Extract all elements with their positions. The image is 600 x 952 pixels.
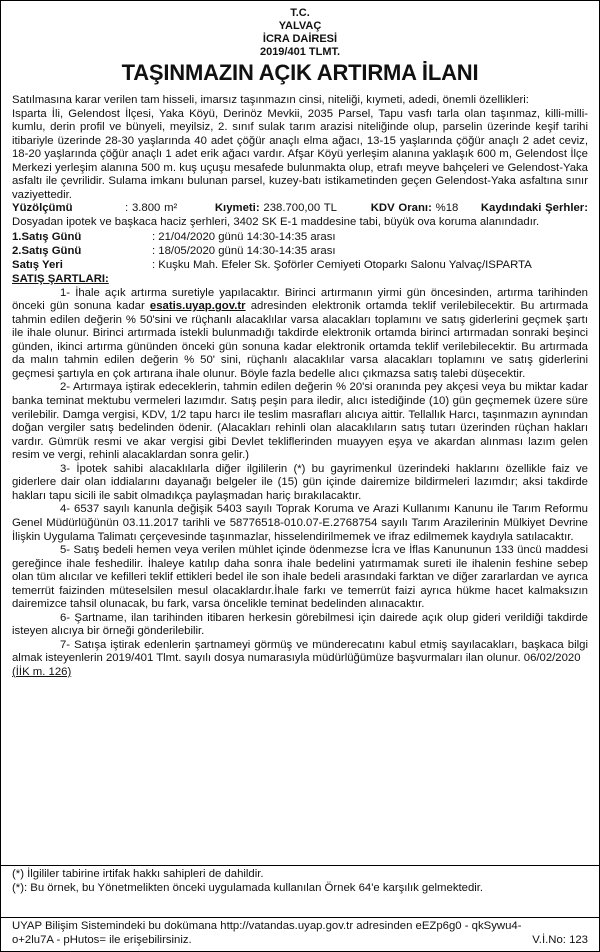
value-amount: 238.700,00 TL [263, 202, 337, 215]
kdv-label: KDV Oranı: [370, 202, 432, 215]
value-label: Kıymeti: [214, 202, 260, 215]
page-title: TAŞINMAZIN AÇIK ARTIRMA İLANI [121, 60, 479, 85]
encumbrance-label: Kaydındaki Şerhler: [480, 202, 588, 215]
sale-day-2-value: : 18/05/2020 günü 14:30-14:35 arası [152, 245, 336, 258]
condition-1-text-b: adresinden elektronik ortamda teklif verilebilecektir. Bu artırmada tahmin edilen değerin % 50'sini ve rüçhanlı alacaklılar varsa alacakları toplamını ve satış giderlerini geçmek şartı ile ihale olunur. Birinci artırmada istekli bulunmadığı takdirde elektronik ortamda birinci artırmadan sonraki beşinci günden, ikinci artırma gününden önceki gün sonuna kadar elektronik ortamda teklif verilebilecektir. Bu artırmada da malın tahmin edilen değerin % 50' sini, rüçhanlı alacaklılar varsa alacakları toplamını ve satış giderlerini geçmesi şartıyla en çok artırana ihale olunur. Böyle fazla bedelle alıcı çıkmazsa satış talebi düşecektir. [12, 300, 589, 380]
condition-5: 5- Satış bedeli hemen veya verilen mühlet içinde ödenmezse İcra ve İflas Kanununun 133 üncü maddesi gereğince ihale feshedilir. İhaleye katılıp daha sonra ihale bedelini yatırmamak sureti ile ihalenin feshine sebep olan tüm alıcılar ve kefilleri teklif ettikleri bedel ile son ihale bedeli arasındaki farktan ve diğer zararlardan ve ayrıca temerrüt faizinden müteselsilen mesul olacaklardır.İhale farkı ve temerrüt faizi ayrıca hükme hacet kalmaksızın dairemizce tahsil olunacak, bu fark, varsa öncelikle teminat bedelinden alınacaktır. [12, 544, 588, 611]
kdv-value: %18 [435, 202, 459, 215]
header-office: İCRA DAİRESİ [262, 33, 338, 45]
footer-divider [1, 917, 599, 918]
sale-place-label: Satış Yeri [12, 258, 63, 271]
sale-day-1-label: 1.Satış Günü [12, 231, 82, 244]
sale-place-value: : Kuşku Mah. Efeler Sk. Şoförler Cemiyeti Otoparkı Salonu Yalvaç/ISPARTA [152, 258, 532, 271]
condition-3: 3- İpotek sahibi alacaklılarla diğer ilgililerin (*) bu gayrimenkul üzerindeki haklarını özellikle faiz ve giderlere dair olan iddialarını dayanağı belgeler ile (15) gün içinde dairemize bildirmeleri lazımdır; aksi takdirde hakları tapu sicili ile sabit olmadıkça paylaşmadan hariç bırakılacaktır. [12, 462, 588, 502]
condition-1-text-a: 1- İhale açık artırma suretiyle yapılacaktır. Birinci artırmanın yirmi gün öncesinden, artırma tarihinden önceki gün sonuna kadar [12, 286, 588, 313]
sale-place [12, 259, 588, 273]
footer-access-line-2: o+2lu7A - pHutos= ile erişebilirsiniz. [12, 933, 192, 946]
property-details [12, 202, 588, 229]
sale-day-1-value: : 21/04/2020 günü 14:30-14:35 arası [152, 231, 336, 244]
law-reference: (İİK m. 126) [12, 665, 72, 678]
area-value: : 3.800 m² [125, 202, 178, 215]
footnote-2: (*): Bu örnek, bu Yönetmelikten önceki uygulamada kullanılan Örnek 64'e karşılık gelmektedir. [12, 881, 484, 894]
area-label: Yüzölçümü [12, 202, 73, 215]
footer-row [12, 934, 588, 948]
property-description: Isparta İli, Gelendost İlçesi, Yaka Köyü, Derinöz Mevkii, 2035 Parsel, Tapu vasfı tarla olan taşınmaz, killi-milli-kumlu, derin profil ve bünyeli, meyilsiz, 2. sınıf sulak tarım arazisi niteliğinde olup, parselin üzerinde keşif tarihi itibariyle üzerinde 28-30 yaşlarında 40 adet çöğür anaçlı elma ağacı, 13-15 yaşlarında çöğür anaçlı 2 adet ceviz, 18-20 yaşlarında çöğür anaçlı 1 adet erik ağacı vardır. Afşar Köyü yerleşim alanına yaklaşık 600 m, Gelendost İlçe Merkezi yerleşim alanına 500 m. kuş uçuşu mesafede bulunmakta olup, etrafı meyve bahçeleri ve Gelendost-Yaka asfaltı ile çevrilidir. Sulama imkanı bulunan parsel, kuzey-batı istikametinden geçen Gelendost-Yaka asfaltına sınır vaziyettedir. [12, 107, 588, 201]
announcement-body [12, 94, 588, 680]
footer-code: V.İ.No: 123 [532, 933, 588, 946]
document-header [1, 1, 599, 59]
sale-day-2 [12, 245, 588, 259]
conditions-heading: SATIŞ ŞARTLARI: [12, 273, 109, 286]
footnotes [12, 868, 588, 895]
footer [12, 920, 588, 947]
esatis-link[interactable]: esatis.uyap.gov.tr [149, 300, 246, 313]
condition-7: 7- Satışa iştirak edenlerin şartnameyi görmüş ve münderecatını kabul etmiş sayılacakları, başkaca bilgi almak isteyenlerin 2019/401 Tlmt. sayılı dosya numarasıyla müdürlüğümüze başvurmaları ilan olunur. 06/02/2020 [12, 638, 588, 665]
sale-day-1 [12, 231, 588, 245]
condition-6: 6- Şartname, ilan tarihinden itibaren herkesin görebilmesi için dairede açık olup gideri verildiği takdirde isteyen alıcıya bir örneği gönderilebilir. [12, 611, 588, 638]
condition-1 [12, 287, 588, 382]
header-country: T.C. [290, 7, 310, 19]
condition-2: 2- Artırmaya iştirak edeceklerin, tahmin edilen değerin % 20'si oranında pey akçesi veya bu miktar kadar banka teminat mektubu vermeleri lazımdır. Satış peşin para iledir, alıcı istediğinde (10) gün geçmemek üzere süre verilebilir. Damga vergisi, KDV, 1/2 tapu harcı ile teslim masrafları alıcıya aittir. Tellallık Harcı, taşınmazın aynından doğan vergiler satış bedelinden ödenir. (Alacakları rehinli olan alacaklıların satış tutarı üzerinden rüçhan hakları vardır. Gümrük resmi ve akar vergisi gibi Devlet tekliflerinden muayyen eşya ve akardan alınması lazım gelen resim ve vergi, rehinli alacaklardan sonra gelir.) [12, 381, 588, 462]
intro-text: Satılmasına karar verilen tam hisseli, imarsız taşınmazın cinsi, niteliği, kıymeti, adedi, önemli özellikleri: [12, 94, 529, 106]
footnote-divider [1, 865, 599, 866]
condition-4: 4- 6537 sayılı kanunla değişik 5403 sayılı Toprak Koruma ve Arazi Kullanımı Kanunu ile Tarım Reformu Genel Müdürlüğünün 03.11.2017 tarihli ve 58776518-010.07-E.2768754 sayılı Tarım Arazilerinin Mülkiyet Devrine İlişkin Uygulama Talimatı çerçevesinde taşınmazlar, hisselendirilmemek ve ifraz edilmemek kaydıyla satılacaktır. [12, 503, 588, 543]
footnote-1: (*) İlgililer tabirine irtifak hakkı sahipleri de dahildir. [12, 868, 264, 880]
header-file-number: 2019/401 TLMT. [259, 46, 341, 58]
header-town: YALVAÇ [278, 20, 322, 32]
footer-access-line: UYAP Bilişim Sistemindeki bu dokümana http://vatandas.uyap.gov.tr adresinden eEZp6g0 - qkSywu4- [12, 920, 522, 932]
encumbrance-value: Dosyadan ipotek ve başkaca haciz şerhleri, 3402 SK E-1 maddesine tabi, büyük ova koruma alanındadır. [12, 215, 540, 228]
sale-day-2-label: 2.Satış Günü [12, 245, 82, 258]
